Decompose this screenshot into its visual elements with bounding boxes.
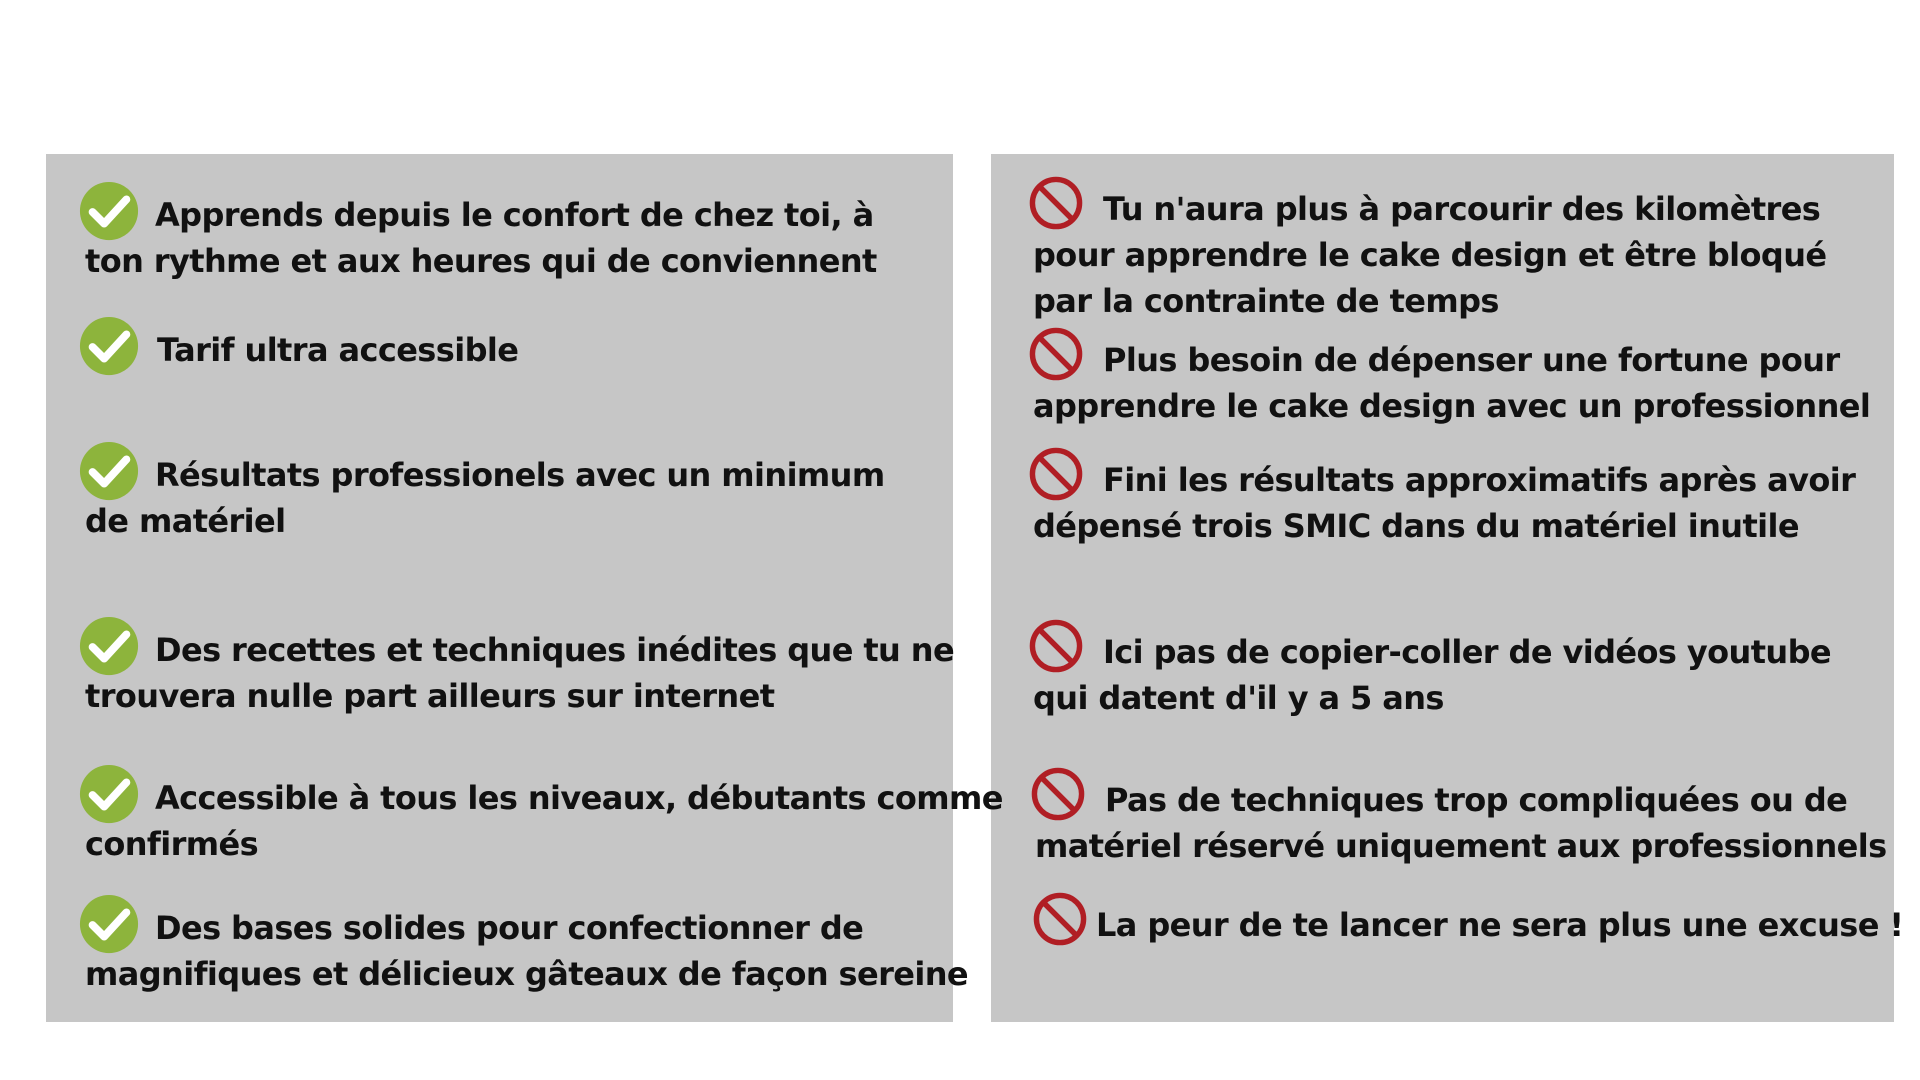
check-circle-icon <box>78 615 140 677</box>
advantage-text-line: trouvera nulle part ailleurs sur internet <box>85 677 775 715</box>
problem-text-line: Pas de techniques trop compliquées ou de <box>1105 781 1848 819</box>
problem-text-line: dépensé trois SMIC dans du matériel inutile <box>1033 507 1799 545</box>
problem-text-line: Ici pas de copier-coller de vidéos youtube <box>1103 633 1832 671</box>
advantage-text-line: Apprends depuis le confort de chez toi, à <box>155 196 874 234</box>
problem-text-line: La peur de te lancer ne sera plus une excuse ! <box>1096 906 1904 944</box>
advantage-text-line: Des bases solides pour confectionner de <box>155 909 864 947</box>
problem-item <box>1035 777 1887 869</box>
prohibited-icon <box>1027 174 1085 232</box>
problem-text-line: qui datent d'il y a 5 ans <box>1033 679 1444 717</box>
advantage-text-line: Tarif ultra accessible <box>157 331 519 369</box>
check-circle-icon <box>78 180 140 242</box>
problem-text-line: par la contrainte de temps <box>1033 282 1499 320</box>
problem-text-line: Plus besoin de dépenser une fortune pour <box>1103 341 1840 379</box>
prohibited-icon <box>1027 617 1085 675</box>
prohibited-icon <box>1027 325 1085 383</box>
problem-item <box>1033 337 1870 429</box>
advantage-text-line: magnifiques et délicieux gâteaux de façon sereine <box>85 955 969 993</box>
advantage-item <box>85 905 968 997</box>
problem-text-line: apprendre le cake design avec un professionnel <box>1033 387 1871 425</box>
advantage-text-line: confirmés <box>85 825 259 863</box>
advantage-text-line: Accessible à tous les niveaux, débutants comme <box>155 779 1003 817</box>
prohibited-icon <box>1029 765 1087 823</box>
check-circle-icon <box>78 763 140 825</box>
problem-text-line: Fini les résultats approximatifs après avoir <box>1103 461 1856 499</box>
advantage-text-line: Des recettes et techniques inédites que tu ne <box>155 631 955 669</box>
problem-text-line: matériel réservé uniquement aux professionnels <box>1035 827 1887 865</box>
advantage-item <box>85 775 1003 867</box>
prohibited-icon <box>1031 890 1089 948</box>
check-circle-icon <box>78 315 140 377</box>
problem-text-line: pour apprendre le cake design et être bloqué <box>1033 236 1827 274</box>
problem-item <box>1033 457 1855 549</box>
advantage-text-line: Résultats professionels avec un minimum <box>155 456 885 494</box>
prohibited-icon <box>1027 445 1085 503</box>
check-circle-icon <box>78 893 140 955</box>
advantage-item <box>85 192 877 284</box>
advantage-text-line: ton rythme et aux heures qui de conviennent <box>85 242 877 280</box>
problem-item <box>1033 186 1827 324</box>
problem-item <box>1037 902 1903 948</box>
advantages-panel <box>46 154 953 1022</box>
advantage-text-line: de matériel <box>85 502 286 540</box>
check-circle-icon <box>78 440 140 502</box>
advantage-item <box>85 452 885 544</box>
advantage-item <box>85 327 518 373</box>
advantage-item <box>85 627 954 719</box>
problem-text-line: Tu n'aura plus à parcourir des kilomètres <box>1103 190 1821 228</box>
problem-item <box>1033 629 1831 721</box>
